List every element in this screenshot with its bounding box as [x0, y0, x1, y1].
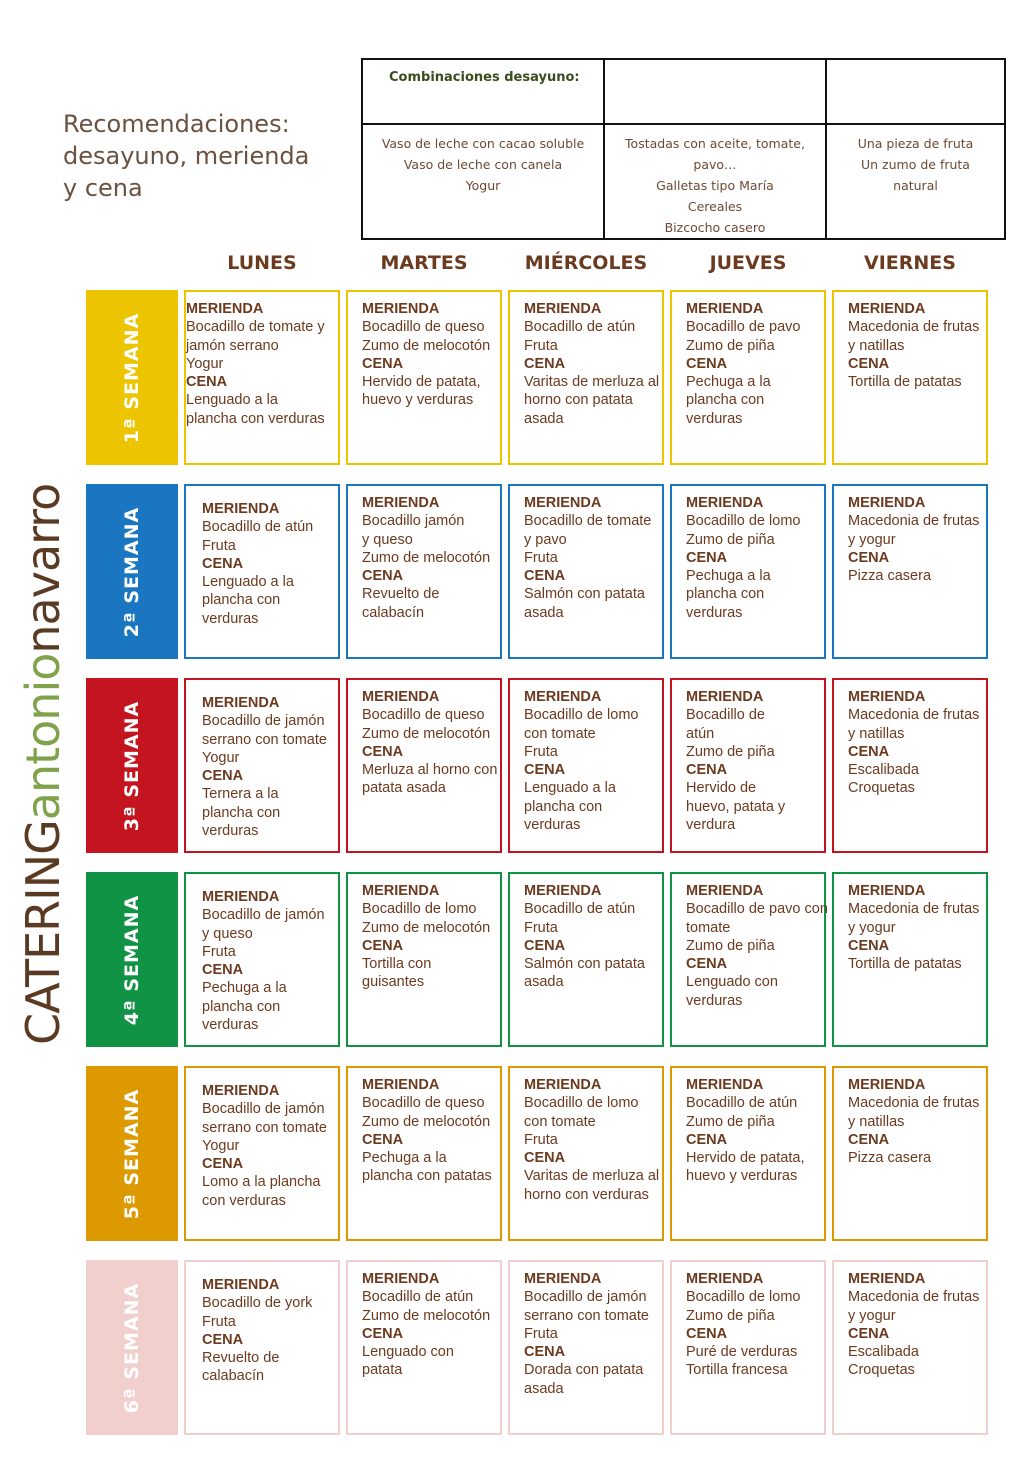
day-header-viernes: VIERNES — [864, 252, 956, 274]
menu-item: Macedonia de frutas — [848, 319, 980, 336]
menu-item: Dorada con patata — [524, 1362, 644, 1379]
menu-item: patata — [362, 1362, 403, 1379]
menu-item: y natillas — [848, 337, 905, 354]
menu-item: Bocadillo de pavo con — [686, 901, 828, 918]
menu-item: jamón serrano — [186, 337, 279, 354]
menu-item: horno con verduras — [524, 1186, 649, 1203]
day-header-jueves: JUEVES — [709, 252, 787, 274]
menu-item: Bocadillo de jamón — [202, 907, 325, 924]
title-line: desayuno, merienda — [63, 142, 310, 170]
menu-item: con tomate — [524, 725, 596, 742]
title-line: y cena — [63, 174, 143, 202]
cena-heading: CENA — [686, 1325, 728, 1342]
menu-item: Fruta — [202, 1313, 236, 1330]
menu-item: asada — [524, 1380, 564, 1397]
menu-item: Bocadillo de atún — [524, 319, 636, 336]
menu-item: Hervido de — [686, 780, 757, 797]
menu-item: Pechuga a la — [362, 1150, 447, 1167]
merienda-heading: MERIENDA — [686, 689, 764, 705]
menu-item: Fruta — [524, 743, 558, 760]
menu-item: Bocadillo de lomo — [686, 513, 801, 530]
menu-item: Revuelto de — [202, 1350, 280, 1367]
menu-item: verduras — [202, 610, 259, 627]
menu-item: huevo y verduras — [686, 1168, 798, 1185]
merienda-heading: MERIENDA — [362, 301, 440, 317]
merienda-heading: MERIENDA — [686, 883, 764, 899]
menu-item: atún — [686, 725, 715, 742]
menu-cell — [670, 1066, 826, 1241]
menu-item: tomate — [686, 919, 731, 936]
menu-cell — [832, 290, 988, 465]
menu-item: verduras — [202, 823, 259, 840]
week-band — [86, 484, 178, 659]
menu-item: Fruta — [524, 549, 558, 566]
menu-item: y yogur — [848, 919, 896, 936]
menu-item: plancha con — [202, 592, 281, 609]
page-title — [63, 108, 343, 204]
breakfast-item: Bizcocho casero — [664, 220, 766, 235]
menu-cell — [184, 1066, 340, 1241]
cena-heading: CENA — [362, 1325, 404, 1342]
menu-item: Fruta — [202, 943, 236, 960]
menu-cell — [508, 1260, 664, 1435]
menu-cell — [670, 290, 826, 465]
menu-cell — [346, 290, 502, 465]
menu-item: Zumo de melocotón — [362, 1113, 491, 1130]
menu-item: verdura — [686, 817, 736, 834]
menu-item: verduras — [686, 992, 743, 1009]
menu-item: con tomate — [524, 1113, 596, 1130]
menu-item: Merluza al horno con — [362, 762, 498, 779]
menu-item: y natillas — [848, 725, 905, 742]
menu-cell — [670, 484, 826, 659]
cena-heading: CENA — [202, 1156, 244, 1173]
merienda-heading: MERIENDA — [848, 1271, 926, 1287]
cena-heading: CENA — [848, 1131, 890, 1148]
menu-item: Bocadillo de lomo — [524, 1095, 639, 1112]
breakfast-item: pavo… — [693, 157, 737, 172]
menu-item: Pizza casera — [848, 1150, 932, 1167]
menu-cell — [832, 1260, 988, 1435]
menu-item: Bocadillo de queso — [362, 319, 485, 336]
menu-item: Yogur — [202, 1137, 240, 1154]
menu-item: Bocadillo de pavo — [686, 319, 801, 336]
menu-item: Bocadillo de atún — [362, 1289, 474, 1306]
cena-heading: CENA — [362, 568, 404, 585]
menu-item: Fruta — [524, 1131, 558, 1148]
menu-item: Zumo de melocotón — [362, 725, 491, 742]
menu-item: guisantes — [362, 974, 425, 991]
menu-item: Lomo a la plancha — [202, 1174, 321, 1191]
breakfast-item: Un zumo de fruta — [861, 157, 970, 172]
menu-item: huevo, patata y — [686, 798, 786, 815]
menu-item: Salmón con patata — [524, 956, 645, 973]
menu-item: plancha con — [686, 392, 765, 409]
menu-item: Macedonia de frutas — [848, 1095, 980, 1112]
breakfast-item: Vaso de leche con cacao soluble — [381, 136, 585, 151]
menu-item: Varitas de merluza al — [524, 374, 660, 391]
menu-item: Croquetas — [848, 780, 915, 797]
breakfast-item: natural — [893, 178, 938, 193]
menu-item: plancha con verduras — [186, 410, 325, 427]
menu-cell — [508, 290, 664, 465]
week-band — [86, 290, 178, 465]
cena-heading: CENA — [524, 937, 566, 954]
menu-item: y yogur — [848, 1307, 896, 1324]
menu-cell — [346, 1260, 502, 1435]
cena-heading: CENA — [524, 1150, 566, 1167]
menu-item: Bocadillo de atún — [686, 1095, 798, 1112]
menu-item: Lenguado a la — [524, 780, 616, 797]
merienda-heading: MERIENDA — [202, 889, 280, 905]
cena-heading: CENA — [186, 374, 228, 391]
cena-heading: CENA — [524, 1344, 566, 1361]
menu-item: Fruta — [524, 337, 558, 354]
menu-item: Zumo de piña — [686, 1113, 775, 1130]
catering-logo — [16, 483, 70, 1045]
breakfast-col-solids — [604, 124, 826, 239]
menu-item: Hervido de patata, — [362, 374, 481, 391]
merienda-heading: MERIENDA — [848, 495, 926, 511]
menu-cell — [832, 678, 988, 853]
menu-item: Zumo de piña — [686, 743, 775, 760]
menu-item: Macedonia de frutas — [848, 707, 980, 724]
menu-item: asada — [524, 604, 564, 621]
cena-heading: CENA — [362, 937, 404, 954]
menu-item: Bocadillo de lomo — [362, 901, 477, 918]
merienda-heading: MERIENDA — [848, 689, 926, 705]
menu-cell — [670, 678, 826, 853]
menu-item: plancha con — [202, 804, 281, 821]
cena-heading: CENA — [848, 937, 890, 954]
breakfast-table — [361, 58, 1006, 240]
cena-heading: CENA — [848, 743, 890, 760]
breakfast-item: Tostadas con aceite, tomate, — [625, 136, 805, 151]
merienda-heading: MERIENDA — [362, 1271, 440, 1287]
cena-heading: CENA — [848, 549, 890, 566]
menu-item: Tortilla con — [362, 956, 432, 973]
week-label: 6ª SEMANA — [121, 1282, 143, 1413]
merienda-heading: MERIENDA — [524, 883, 602, 899]
menu-item: y natillas — [848, 1113, 905, 1130]
menu-item: Escalibada — [848, 1344, 919, 1361]
breakfast-label: Combinaciones desayuno: — [362, 59, 604, 124]
menu-item: Fruta — [524, 919, 558, 936]
menu-item: Zumo de piña — [686, 937, 775, 954]
menu-cell — [346, 678, 502, 853]
week-label: 5ª SEMANA — [121, 1088, 143, 1219]
menu-item: Ternera a la — [202, 786, 279, 803]
merienda-heading: MERIENDA — [686, 1077, 764, 1093]
menu-item: Zumo de melocotón — [362, 919, 491, 936]
menu-item: huevo y verduras — [362, 392, 474, 409]
menu-cell — [184, 290, 340, 465]
menu-cell — [346, 484, 502, 659]
menu-item: Macedonia de frutas — [848, 901, 980, 918]
menu-item: Zumo de melocotón — [362, 549, 491, 566]
cena-heading: CENA — [362, 1131, 404, 1148]
menu-item: Pechuga a la — [686, 568, 771, 585]
menu-item: Zumo de melocotón — [362, 1307, 491, 1324]
menu-item: Bocadillo de — [686, 707, 765, 724]
menu-item: Pechuga a la — [202, 980, 287, 997]
menu-item: asada — [524, 410, 564, 427]
menu-item: Bocadillo de atún — [202, 519, 314, 536]
menu-item: y pavo — [524, 531, 567, 548]
merienda-heading: MERIENDA — [362, 689, 440, 705]
menu-item: Bocadillo de queso — [362, 707, 485, 724]
menu-item: calabacín — [362, 604, 425, 621]
menu-item: Bocadillo de atún — [524, 901, 636, 918]
menu-item: Macedonia de frutas — [848, 513, 980, 530]
menu-item: Lenguado con — [686, 974, 778, 991]
cena-heading: CENA — [524, 568, 566, 585]
menu-cell — [670, 1260, 826, 1435]
merienda-heading: MERIENDA — [686, 1271, 764, 1287]
menu-item: serrano con tomate — [202, 731, 327, 748]
menu-item: Pizza casera — [848, 568, 932, 585]
menu-item: y queso — [202, 925, 253, 942]
merienda-heading: MERIENDA — [362, 1077, 440, 1093]
merienda-heading: MERIENDA — [848, 1077, 926, 1093]
merienda-heading: MERIENDA — [202, 1277, 280, 1293]
menu-item: plancha con — [202, 998, 281, 1015]
menu-item: verduras — [524, 817, 581, 834]
merienda-heading: MERIENDA — [362, 495, 440, 511]
breakfast-item: Vaso de leche con canela — [403, 157, 563, 172]
menu-item: Zumo de piña — [686, 531, 775, 548]
merienda-heading: MERIENDA — [686, 301, 764, 317]
menu-item: Bocadillo jamón — [362, 513, 465, 530]
menu-item: Fruta — [202, 537, 236, 554]
merienda-heading: MERIENDA — [848, 883, 926, 899]
menu-item: Lenguado a la — [186, 392, 278, 409]
merienda-heading: MERIENDA — [524, 689, 602, 705]
day-header-miercoles: MIÉRCOLES — [524, 252, 648, 274]
merienda-heading: MERIENDA — [186, 301, 264, 317]
menu-item: verduras — [686, 604, 743, 621]
menu-item: Lenguado a la — [202, 574, 294, 591]
logo-text: navarro — [16, 483, 70, 654]
menu-item: Bocadillo de york — [202, 1295, 313, 1312]
menu-cell — [508, 1066, 664, 1241]
cena-heading: CENA — [202, 768, 244, 785]
menu-item: Macedonia de frutas — [848, 1289, 980, 1306]
menu-item: Bocadillo de jamón — [524, 1289, 647, 1306]
merienda-heading: MERIENDA — [524, 1077, 602, 1093]
cena-heading: CENA — [202, 962, 244, 979]
menu-item: Tortilla francesa — [686, 1362, 788, 1379]
menu-cell — [184, 678, 340, 853]
cena-heading: CENA — [686, 549, 728, 566]
menu-cell — [832, 1066, 988, 1241]
week-label: 4ª SEMANA — [121, 894, 143, 1025]
menu-cell — [832, 872, 988, 1047]
merienda-heading: MERIENDA — [686, 495, 764, 511]
week-band — [86, 678, 178, 853]
menu-item: Varitas de merluza al — [524, 1168, 660, 1185]
menu-cell — [508, 678, 664, 853]
menu-item: y yogur — [848, 531, 896, 548]
menu-item: plancha con — [686, 586, 765, 603]
merienda-heading: MERIENDA — [362, 883, 440, 899]
cena-heading: CENA — [848, 1325, 890, 1342]
breakfast-item: Galletas tipo María — [656, 178, 774, 193]
menu-item: Salmón con patata — [524, 586, 645, 603]
menu-item: plancha con — [524, 798, 603, 815]
menu-item: verduras — [202, 1017, 259, 1034]
merienda-heading: MERIENDA — [848, 301, 926, 317]
menu-item: horno con patata — [524, 392, 633, 409]
menu-cell — [346, 1066, 502, 1241]
menu-cell — [184, 1260, 340, 1435]
menu-item: con verduras — [202, 1192, 286, 1209]
breakfast-head-empty — [826, 59, 1005, 124]
menu-item: Yogur — [186, 355, 224, 372]
menu-item: Tortilla de patatas — [848, 374, 962, 391]
menu-cell — [184, 872, 340, 1047]
menu-item: plancha con patatas — [362, 1168, 492, 1185]
menu-item: Revuelto de — [362, 586, 440, 603]
week-band — [86, 872, 178, 1047]
merienda-heading: MERIENDA — [524, 301, 602, 317]
menu-item: asada — [524, 974, 564, 991]
menu-item: Zumo de piña — [686, 1307, 775, 1324]
day-header-lunes: LUNES — [227, 252, 297, 274]
merienda-heading: MERIENDA — [524, 495, 602, 511]
week-label: 3ª SEMANA — [121, 700, 143, 831]
menu-item: serrano con tomate — [524, 1307, 649, 1324]
menu-item: calabacín — [202, 1368, 265, 1385]
cena-heading: CENA — [686, 956, 728, 973]
menu-cell — [508, 872, 664, 1047]
breakfast-col-drinks — [362, 124, 604, 239]
merienda-heading: MERIENDA — [524, 1271, 602, 1287]
menu-item: Puré de verduras — [686, 1344, 798, 1361]
menu-item: serrano con tomate — [202, 1119, 327, 1136]
menu-item: Bocadillo de tomate y — [186, 319, 325, 336]
menu-item: Bocadillo de lomo — [686, 1289, 801, 1306]
menu-item: patata asada — [362, 780, 446, 797]
week-band — [86, 1260, 178, 1435]
menu-item: Bocadillo de lomo — [524, 707, 639, 724]
merienda-heading: MERIENDA — [202, 695, 280, 711]
cena-heading: CENA — [362, 743, 404, 760]
cena-heading: CENA — [686, 1131, 728, 1148]
menu-cell — [184, 484, 340, 659]
logo-text: CATERING — [16, 820, 70, 1045]
breakfast-item: Yogur — [465, 178, 501, 193]
title-line: Recomendaciones: — [63, 110, 290, 138]
week-band — [86, 1066, 178, 1241]
week-label: 2ª SEMANA — [121, 506, 143, 637]
cena-heading: CENA — [202, 1331, 244, 1348]
logo-text: antonio — [16, 653, 70, 821]
breakfast-head-empty — [604, 59, 826, 124]
menu-item: verduras — [686, 410, 743, 427]
day-header-martes: MARTES — [380, 252, 468, 274]
cena-heading: CENA — [524, 762, 566, 779]
menu-item: Fruta — [524, 1325, 558, 1342]
menu-cell — [346, 872, 502, 1047]
menu-item: Yogur — [202, 749, 240, 766]
cena-heading: CENA — [524, 355, 566, 372]
menu-cell — [508, 484, 664, 659]
menu-item: Tortilla de patatas — [848, 956, 962, 973]
menu-item: Zumo de piña — [686, 337, 775, 354]
menu-item: Zumo de melocotón — [362, 337, 491, 354]
cena-heading: CENA — [848, 355, 890, 372]
menu-item: y queso — [362, 531, 413, 548]
week-label: 1ª SEMANA — [121, 312, 143, 443]
cena-heading: CENA — [686, 762, 728, 779]
merienda-heading: MERIENDA — [202, 1083, 280, 1099]
breakfast-col-fruit — [826, 124, 1005, 239]
menu-cell — [832, 484, 988, 659]
menu-cell — [670, 872, 826, 1047]
menu-item: Bocadillo de tomate — [524, 513, 652, 530]
menu-item: Escalibada — [848, 762, 919, 779]
menu-item: Hervido de patata, — [686, 1150, 805, 1167]
menu-item: Lenguado con — [362, 1344, 454, 1361]
breakfast-item: Cereales — [687, 199, 743, 214]
cena-heading: CENA — [686, 355, 728, 372]
merienda-heading: MERIENDA — [202, 501, 280, 517]
cena-heading: CENA — [202, 555, 244, 572]
breakfast-item: Una pieza de fruta — [857, 136, 974, 151]
menu-item: Croquetas — [848, 1362, 915, 1379]
menu-item: Bocadillo de jamón — [202, 713, 325, 730]
menu-item: Pechuga a la — [686, 374, 771, 391]
menu-item: Bocadillo de jamón — [202, 1101, 325, 1118]
cena-heading: CENA — [362, 355, 404, 372]
menu-item: Bocadillo de queso — [362, 1095, 485, 1112]
